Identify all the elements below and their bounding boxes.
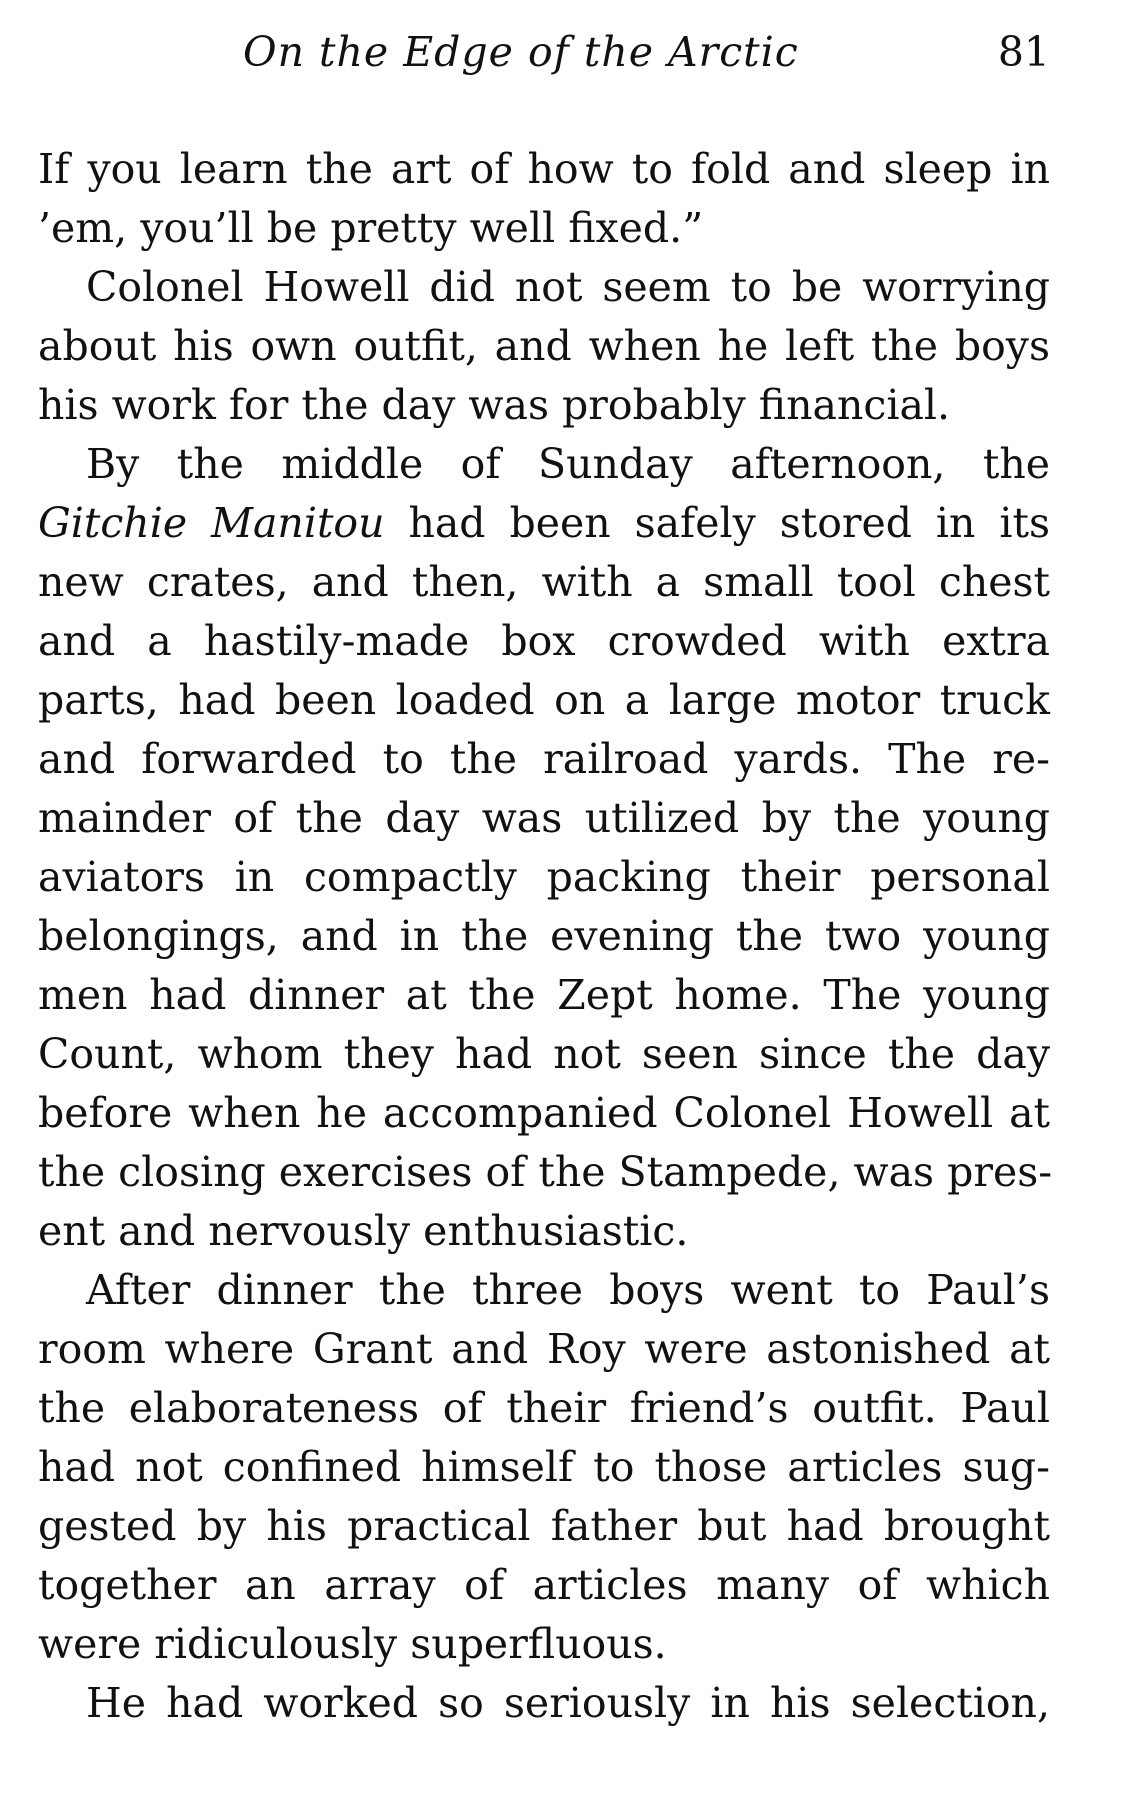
text-line: aviators in compactly packing their personal [38, 853, 1050, 901]
text-line: gested by his practical father but had brought [38, 1502, 1050, 1550]
text-line: the closing exercises of the Stampede, was pres- [38, 1148, 1053, 1196]
text-line: before when he accompanied Colonel Howell at [38, 1089, 1050, 1137]
ship-name: Gitchie Manitou [38, 499, 385, 547]
text-line: men had dinner at the Zept home. The young [38, 971, 1050, 1019]
text-line: room where Grant and Roy were astonished at [38, 1325, 1050, 1373]
text-line: By the middle of Sunday afternoon, the [86, 440, 1050, 488]
body-text [38, 140, 1053, 1733]
text-line: were ridiculously superfluous. [38, 1620, 667, 1668]
text-line: had not confined himself to those articles sug- [38, 1443, 1050, 1491]
text-line: parts, had been loaded on a large motor truck [38, 676, 1050, 724]
text-line: ’em, you’ll be pretty well fixed.” [38, 204, 704, 252]
page-header [38, 28, 1050, 88]
text-line: After dinner the three boys went to Paul’s [86, 1266, 1050, 1314]
text-line: He had worked so seriously in his selection, [86, 1679, 1050, 1727]
text-line [38, 494, 1050, 553]
text-line: belongings, and in the evening the two young [38, 912, 1050, 960]
text-line-rest: had been safely stored in its [384, 499, 1050, 547]
text-line: Colonel Howell did not seem to be worrying [86, 263, 1050, 311]
text-line: mainder of the day was utilized by the young [38, 794, 1050, 842]
text-line: his work for the day was probably financial. [38, 381, 951, 429]
text-line: together an array of articles many of which [38, 1561, 1050, 1609]
text-line: Count, whom they had not seen since the day [38, 1030, 1050, 1078]
page-number: 81 [997, 28, 1050, 76]
text-line: new crates, and then, with a small tool chest [38, 558, 1050, 606]
text-line: the elaborateness of their friend’s outfit. Paul [38, 1384, 1050, 1432]
running-title: On the Edge of the Arctic [243, 28, 799, 76]
text-line: and forwarded to the railroad yards. The re- [38, 735, 1050, 783]
text-line: ent and nervously enthusiastic. [38, 1207, 689, 1255]
text-line: about his own outfit, and when he left the boys [38, 322, 1050, 370]
text-line: and a hastily-made box crowded with extra [38, 617, 1050, 665]
text-line: If you learn the art of how to fold and sleep in [38, 145, 1050, 193]
